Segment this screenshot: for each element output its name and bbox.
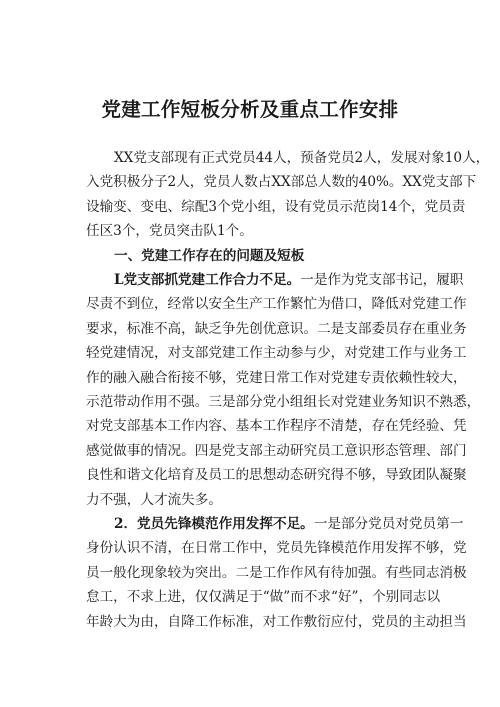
item2-line: 怠工，不求上进，仅仅满足于“做”而不求“好”，个别同志以 bbox=[86, 589, 441, 606]
item2-paragraph bbox=[86, 512, 467, 634]
item2-bold-lead: 2．党员先锋模范作用发挥不足。 bbox=[114, 516, 314, 532]
item2-first-line bbox=[86, 512, 464, 536]
item1-line: 作的融入融合衔接不够，党建日常工作对党建专责依赖性较大， bbox=[86, 369, 467, 386]
intro-line: 设输变、变电、综配3个党小组，设有党员示范岗14个，党员责 bbox=[86, 198, 466, 215]
section-heading bbox=[86, 244, 436, 268]
item1-line: 尽责不到位，经常以安全生产工作繁忙为借口，降低对党建工作 bbox=[86, 296, 467, 313]
item1-line: 轻党建情况，对支部党建工作主动参与少，对党建工作与业务工 bbox=[86, 345, 467, 362]
section1-heading: 一、党建工作存在的问题及短板 bbox=[114, 247, 305, 264]
item1-bold-lead: L党支部抓党建工作合力不足。 bbox=[114, 272, 301, 288]
item1-line: 力不强，人才流失多。 bbox=[86, 491, 222, 508]
item1-line: 感觉做事的情况。四是党支部主动研究员工意识形态管理、部门 bbox=[86, 442, 467, 459]
item2-line: 年龄大为由，自降工作标准，对工作敷衍应付，党员的主动担当 bbox=[86, 613, 467, 630]
item1-line: 良性和谐文化培育及员工的思想动态研究得不够，导致团队凝聚 bbox=[86, 467, 467, 484]
item2-line: 员一般化现象较为突出。二是工作作风有待加强。有些同志消极 bbox=[86, 564, 467, 581]
intro-line: 入党积极分子2人，党员人数占XX部总人数的40%。XX党支部下 bbox=[86, 174, 477, 191]
intro-paragraph bbox=[86, 146, 490, 244]
item1-paragraph bbox=[86, 268, 481, 512]
document-title: 党建工作短板分析及重点工作安排 bbox=[101, 98, 399, 121]
item2-line: 身份认识不清，在日常工作中，党员先锋模范作用发挥不够，党 bbox=[86, 540, 467, 557]
item1-line: 示范带动作用不强。三是部分党小组组长对党建业务知识不熟悉， bbox=[86, 393, 481, 410]
item1-line: 对党支部基本工作内容、基本工作程序不清楚，存在凭经验、凭 bbox=[86, 418, 467, 435]
intro-line: XX党支部现有正式党员44人，预备党员2人，发展对象10人， bbox=[114, 150, 490, 166]
item1-first-line bbox=[86, 268, 464, 292]
item1-first-line-rest: 一是作为党支部书记，履职 bbox=[300, 272, 464, 288]
item1-line: 要求，标准不高，缺乏争先创优意识。二是支部委员存在重业务 bbox=[86, 320, 467, 337]
intro-line: 任区3个，党员突击队1个。 bbox=[86, 223, 253, 240]
item2-first-line-rest: 一是部分党员对党员第一 bbox=[313, 516, 464, 532]
